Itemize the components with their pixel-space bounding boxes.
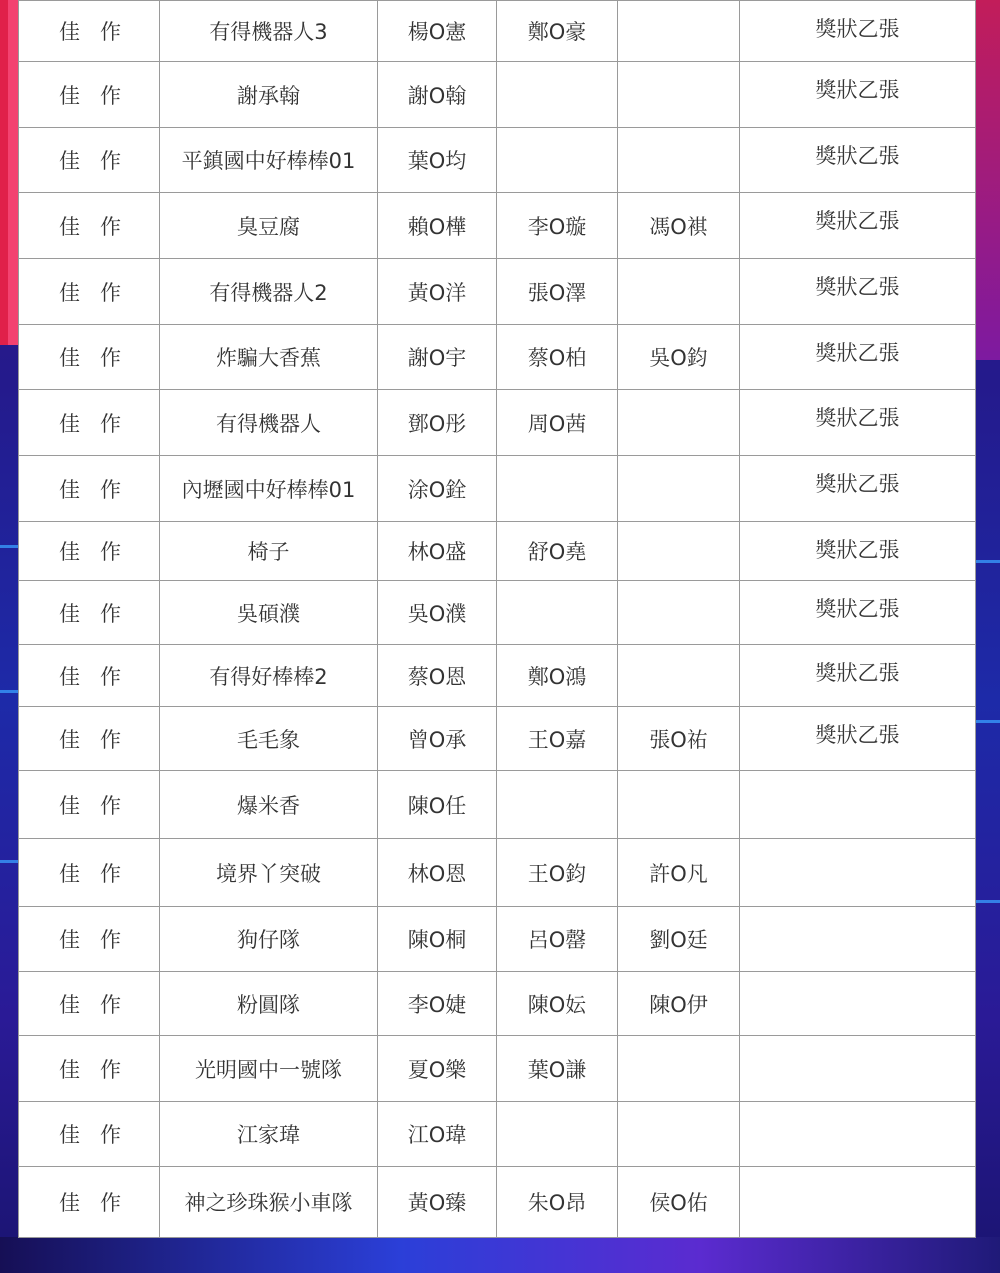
award-cell: 佳作	[19, 907, 160, 972]
right-gradient-stripe	[976, 0, 1000, 360]
team-name-cell: 神之珍珠猴小車隊	[160, 1167, 378, 1238]
member-3-cell: 劉O廷	[618, 907, 740, 972]
prize-cell: 獎狀乙張	[740, 325, 976, 390]
member-3-cell	[618, 456, 740, 522]
table-row	[19, 581, 976, 645]
member-1-cell: 涂O銓	[378, 456, 497, 522]
member-3-cell	[618, 645, 740, 707]
award-cell: 佳作	[19, 1036, 160, 1102]
team-name-cell: 椅子	[160, 522, 378, 581]
member-2-cell	[497, 771, 618, 839]
member-3-cell	[618, 62, 740, 128]
member-1-cell: 陳O任	[378, 771, 497, 839]
prize-cell: 獎狀乙張	[740, 645, 976, 707]
prize-cell: 獎狀乙張	[740, 62, 976, 128]
bottom-glow-band	[0, 1237, 1000, 1273]
table-row	[19, 62, 976, 128]
member-1-cell: 江O瑋	[378, 1102, 497, 1167]
team-name-cell: 光明國中一號隊	[160, 1036, 378, 1102]
table-row	[19, 1036, 976, 1102]
neon-line	[975, 560, 1000, 563]
member-3-cell	[618, 771, 740, 839]
award-cell: 佳作	[19, 645, 160, 707]
award-sheet	[18, 0, 975, 1237]
member-3-cell	[618, 390, 740, 456]
member-2-cell: 葉O謙	[497, 1036, 618, 1102]
member-3-cell: 吳O鈞	[618, 325, 740, 390]
member-3-cell	[618, 259, 740, 325]
member-3-cell: 許O凡	[618, 839, 740, 907]
prize-cell: 獎狀乙張	[740, 456, 976, 522]
prize-cell: 獎狀乙張	[740, 259, 976, 325]
award-cell: 佳作	[19, 193, 160, 259]
team-name-cell: 有得好棒棒2	[160, 645, 378, 707]
neon-line	[975, 720, 1000, 723]
award-cell: 佳作	[19, 1102, 160, 1167]
award-cell: 佳作	[19, 1167, 160, 1238]
neon-line	[0, 690, 18, 693]
neon-line	[0, 860, 18, 863]
member-3-cell	[618, 581, 740, 645]
member-1-cell: 曾O承	[378, 707, 497, 771]
member-2-cell: 陳O妘	[497, 972, 618, 1036]
member-2-cell	[497, 456, 618, 522]
member-1-cell: 葉O均	[378, 128, 497, 193]
award-cell: 佳作	[19, 522, 160, 581]
team-name-cell: 臭豆腐	[160, 193, 378, 259]
award-table	[18, 0, 976, 1238]
member-2-cell	[497, 1102, 618, 1167]
member-2-cell: 王O鈞	[497, 839, 618, 907]
member-2-cell	[497, 128, 618, 193]
table-row	[19, 259, 976, 325]
member-3-cell	[618, 1036, 740, 1102]
team-name-cell: 謝承翰	[160, 62, 378, 128]
prize-cell	[740, 1102, 976, 1167]
member-1-cell: 陳O桐	[378, 907, 497, 972]
award-cell: 佳作	[19, 456, 160, 522]
table-row	[19, 522, 976, 581]
table-row	[19, 771, 976, 839]
member-2-cell: 蔡O柏	[497, 325, 618, 390]
member-1-cell: 吳O濮	[378, 581, 497, 645]
member-1-cell: 鄧O彤	[378, 390, 497, 456]
member-1-cell: 賴O樺	[378, 193, 497, 259]
team-name-cell: 有得機器人3	[160, 1, 378, 62]
table-row	[19, 325, 976, 390]
member-3-cell	[618, 1102, 740, 1167]
member-3-cell: 馮O褀	[618, 193, 740, 259]
award-cell: 佳作	[19, 62, 160, 128]
table-row	[19, 1167, 976, 1238]
member-2-cell: 鄭O鴻	[497, 645, 618, 707]
award-cell: 佳作	[19, 581, 160, 645]
prize-cell: 獎狀乙張	[740, 1, 976, 62]
team-name-cell: 平鎮國中好棒棒01	[160, 128, 378, 193]
table-row	[19, 907, 976, 972]
award-cell: 佳作	[19, 325, 160, 390]
table-row	[19, 128, 976, 193]
member-3-cell	[618, 1, 740, 62]
member-1-cell: 蔡O恩	[378, 645, 497, 707]
team-name-cell: 有得機器人	[160, 390, 378, 456]
prize-cell	[740, 1036, 976, 1102]
table-row	[19, 193, 976, 259]
table-row	[19, 1, 976, 62]
award-cell: 佳作	[19, 972, 160, 1036]
member-3-cell	[618, 522, 740, 581]
member-2-cell: 鄭O豪	[497, 1, 618, 62]
member-3-cell: 張O祐	[618, 707, 740, 771]
neon-line	[975, 900, 1000, 903]
member-1-cell: 夏O樂	[378, 1036, 497, 1102]
member-2-cell: 呂O罄	[497, 907, 618, 972]
award-cell: 佳作	[19, 707, 160, 771]
member-2-cell: 朱O昂	[497, 1167, 618, 1238]
prize-cell: 獎狀乙張	[740, 707, 976, 771]
team-name-cell: 有得機器人2	[160, 259, 378, 325]
prize-cell	[740, 839, 976, 907]
table-row	[19, 645, 976, 707]
team-name-cell: 爆米香	[160, 771, 378, 839]
member-2-cell: 舒O堯	[497, 522, 618, 581]
award-cell: 佳作	[19, 128, 160, 193]
team-name-cell: 狗仔隊	[160, 907, 378, 972]
prize-cell	[740, 1167, 976, 1238]
member-3-cell: 陳O伊	[618, 972, 740, 1036]
member-1-cell: 謝O宇	[378, 325, 497, 390]
neon-line	[0, 545, 18, 548]
prize-cell: 獎狀乙張	[740, 193, 976, 259]
member-2-cell	[497, 62, 618, 128]
award-cell: 佳作	[19, 259, 160, 325]
prize-cell	[740, 771, 976, 839]
left-pink-stripe	[8, 0, 18, 345]
team-name-cell: 江家瑋	[160, 1102, 378, 1167]
team-name-cell: 炸騙大香蕉	[160, 325, 378, 390]
table-row	[19, 707, 976, 771]
award-cell: 佳作	[19, 390, 160, 456]
member-2-cell: 李O璇	[497, 193, 618, 259]
prize-cell: 獎狀乙張	[740, 128, 976, 193]
member-1-cell: 楊O憲	[378, 1, 497, 62]
member-3-cell: 侯O佑	[618, 1167, 740, 1238]
table-row	[19, 1102, 976, 1167]
team-name-cell: 吳碩濮	[160, 581, 378, 645]
award-table-body	[19, 1, 976, 1238]
team-name-cell: 境界丫突破	[160, 839, 378, 907]
prize-cell: 獎狀乙張	[740, 581, 976, 645]
prize-cell: 獎狀乙張	[740, 522, 976, 581]
member-2-cell	[497, 581, 618, 645]
member-1-cell: 謝O翰	[378, 62, 497, 128]
award-cell: 佳作	[19, 1, 160, 62]
team-name-cell: 毛毛象	[160, 707, 378, 771]
member-3-cell	[618, 128, 740, 193]
prize-cell	[740, 907, 976, 972]
member-2-cell: 王O嘉	[497, 707, 618, 771]
member-2-cell: 張O澤	[497, 259, 618, 325]
prize-cell: 獎狀乙張	[740, 390, 976, 456]
member-1-cell: 李O婕	[378, 972, 497, 1036]
table-row	[19, 456, 976, 522]
team-name-cell: 內壢國中好棒棒01	[160, 456, 378, 522]
table-row	[19, 972, 976, 1036]
member-1-cell: 林O盛	[378, 522, 497, 581]
team-name-cell: 粉圓隊	[160, 972, 378, 1036]
award-cell: 佳作	[19, 839, 160, 907]
member-1-cell: 黃O洋	[378, 259, 497, 325]
member-1-cell: 黃O臻	[378, 1167, 497, 1238]
table-row	[19, 839, 976, 907]
table-row	[19, 390, 976, 456]
prize-cell	[740, 972, 976, 1036]
award-cell: 佳作	[19, 771, 160, 839]
member-1-cell: 林O恩	[378, 839, 497, 907]
member-2-cell: 周O茜	[497, 390, 618, 456]
